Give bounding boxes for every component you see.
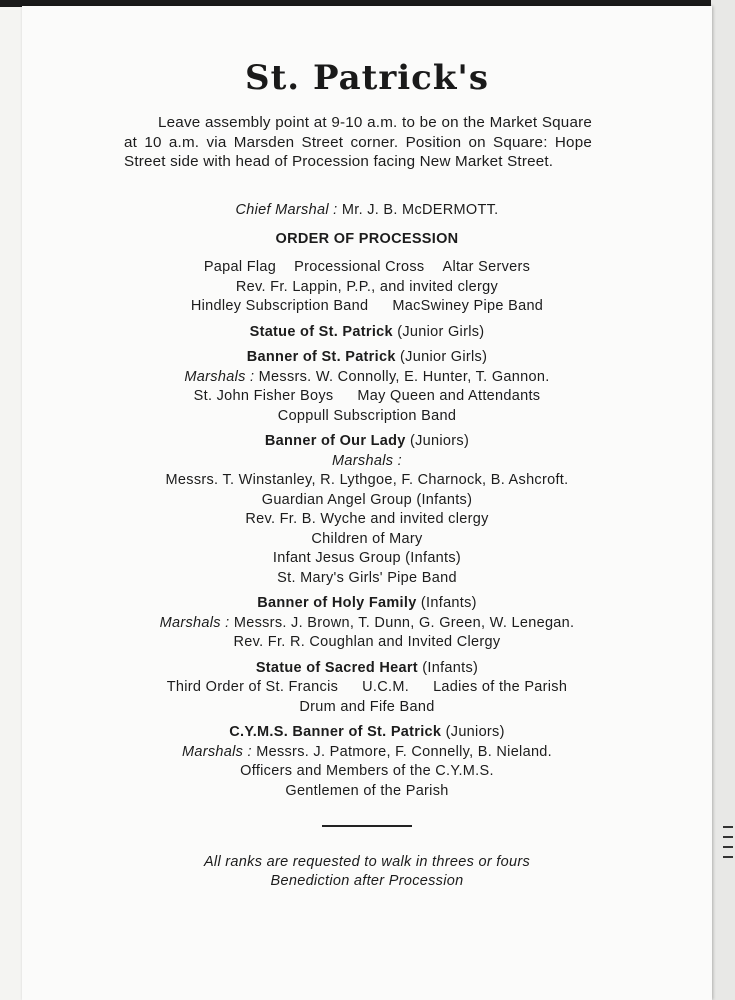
banner-lady-group: (Juniors)	[409, 433, 470, 449]
hindley-band: Hindley Subscription Band	[190, 298, 369, 314]
procession-content	[22, 201, 712, 892]
marshals-label: Marshals :	[332, 452, 402, 469]
marshals-label: Marshals :	[159, 614, 230, 631]
cyms-banner-group: (Juniors)	[445, 724, 505, 740]
marshals-2-names: Messrs. T. Winstanley, R. Lythgoe, F. Charnock, B. Ashcroft.	[165, 472, 569, 488]
scan-right-edge	[711, 0, 735, 1000]
ladies-of-parish: Ladies of the Parish	[433, 679, 568, 695]
banner-st-patrick	[22, 348, 712, 368]
cyms-banner-title: C.Y.M.S. Banner of St. Patrick	[229, 724, 442, 740]
statue-patrick-group: (Junior Girls)	[397, 323, 485, 340]
marshals-label: Marshals :	[184, 368, 255, 385]
line-5: Coppull Subscription Band	[277, 407, 457, 424]
cyms-banner	[22, 723, 712, 743]
banner-patrick-group: (Junior Girls)	[400, 349, 488, 365]
footer-note-2	[22, 872, 712, 892]
fisher-boys: St. John Fisher Boys	[193, 388, 334, 404]
statue-st-patrick	[22, 323, 712, 343]
line-8: Children of Mary	[311, 530, 423, 547]
statue-heart-title: Statue of Sacred Heart	[255, 659, 418, 676]
footer-text-2: Benediction after Procession	[270, 873, 464, 889]
marshals-1	[22, 368, 712, 388]
banner-lady-title: Banner of Our Lady	[264, 433, 406, 449]
edge-mark	[723, 836, 733, 838]
line-3	[22, 297, 712, 317]
line-11: Rev. Fr. R. Coughlan and Invited Clergy	[233, 634, 501, 650]
chief-marshal-name: Mr. J. B. McDERMOTT.	[341, 202, 499, 218]
banner-holy-family	[22, 594, 712, 614]
may-queen: May Queen and Attendants	[357, 388, 541, 404]
footer-note-1	[22, 853, 712, 873]
banner-our-lady	[22, 432, 712, 452]
line-2: Rev. Fr. Lappin, P.P., and invited clergy	[235, 278, 499, 295]
line-4	[22, 387, 712, 407]
processional-cross: Processional Cross	[294, 259, 425, 275]
document-page	[22, 6, 712, 1000]
altar-servers: Altar Servers	[442, 259, 531, 275]
banner-patrick-title: Banner of St. Patrick	[246, 349, 396, 365]
ucm: U.C.M.	[362, 679, 410, 695]
line-10: St. Mary's Girls' Pipe Band	[277, 569, 457, 586]
third-order: Third Order of St. Francis	[166, 679, 339, 695]
line-13: Drum and Fife Band	[299, 698, 435, 715]
intro-paragraph: Leave assembly point at 9-10 a.m. to be on the Market Square at 10 a.m. via Marsden Street corner. Position on Square: Hope Street side with head of Procession facing New Market Street.	[124, 114, 592, 170]
marshals-3	[22, 614, 712, 634]
divider-rule	[322, 825, 412, 827]
heading-text: ORDER OF PROCESSION	[275, 230, 459, 247]
line-12	[22, 678, 712, 698]
statue-patrick-title: Statue of St. Patrick	[249, 323, 393, 340]
marshals-names: Messrs. J. Patmore, F. Connelly, B. Nieland.	[256, 743, 552, 760]
marshals-names: Messrs. W. Connolly, E. Hunter, T. Gannon.	[258, 368, 550, 385]
footer-text-1: All ranks are requested to walk in threes or fours	[203, 853, 531, 870]
statue-sacred-heart	[22, 659, 712, 679]
marshals-4	[22, 743, 712, 763]
marshals-names: Messrs. J. Brown, T. Dunn, G. Green, W. Lenegan.	[233, 614, 575, 631]
marshals-label: Marshals :	[181, 743, 252, 760]
edge-mark	[723, 826, 733, 828]
line-14: Officers and Members of the C.Y.M.S.	[240, 763, 494, 779]
statue-heart-group: (Infants)	[422, 659, 479, 676]
macswiney-band: MacSwiney Pipe Band	[392, 298, 544, 314]
edge-mark	[723, 846, 733, 848]
line-15: Gentlemen of the Parish	[285, 782, 449, 799]
section-heading	[22, 230, 712, 250]
page-title: St. Patrick's	[245, 58, 489, 98]
papal-flag: Papal Flag	[203, 259, 277, 275]
chief-marshal-label: Chief Marshal :	[235, 202, 338, 218]
line-6: Guardian Angel Group (Infants)	[261, 491, 473, 508]
banner-family-title: Banner of Holy Family	[257, 595, 417, 611]
line-1	[22, 258, 712, 278]
marshals-2-label	[22, 452, 712, 472]
line-7: Rev. Fr. B. Wyche and invited clergy	[245, 511, 489, 527]
chief-marshal	[22, 201, 712, 221]
line-9: Infant Jesus Group (Infants)	[272, 550, 462, 566]
edge-mark	[723, 856, 733, 858]
banner-family-group: (Infants)	[420, 595, 477, 611]
